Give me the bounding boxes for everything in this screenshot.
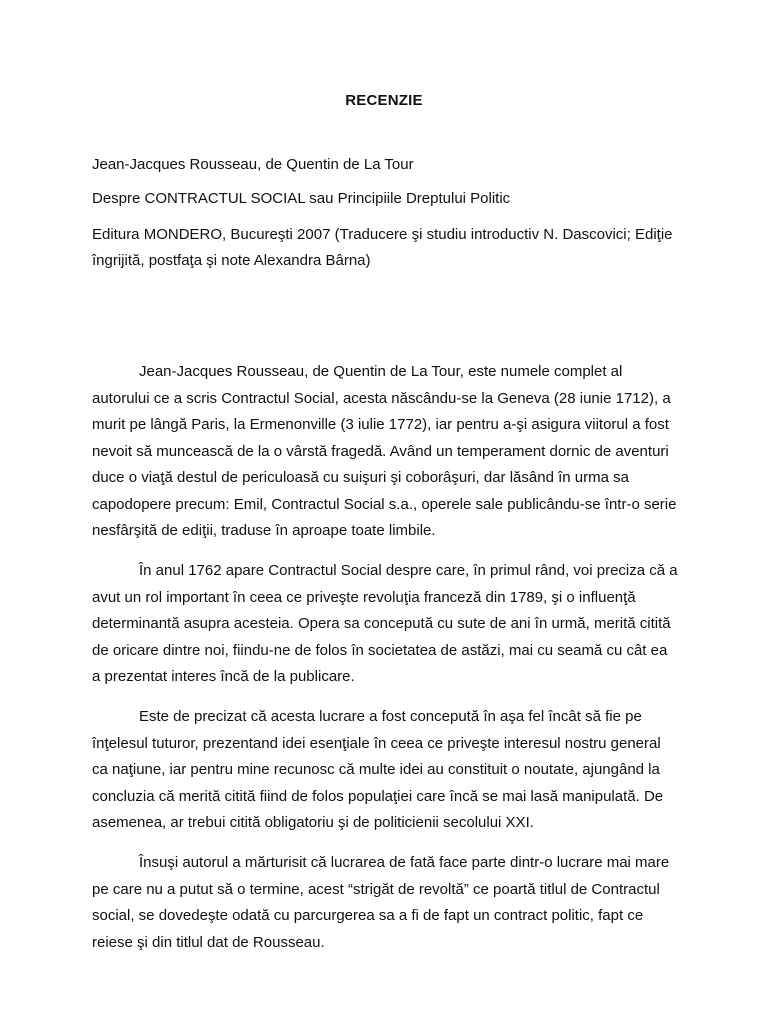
document-title: RECENZIE [345,92,423,109]
book-title-line: Despre CONTRACTUL SOCIAL sau Principiile Dreptului Politic [92,190,511,207]
publication-details: Editura MONDERO, Bucureşti 2007 (Traducere şi studiu introductiv N. Dascovici; Ediţie îngrijită, postfaţa şi note Alexandra Bârna) [92,226,673,269]
paragraph-4: Însuşi autorul a mărturisit că lucrarea de fată face parte dintr-o lucrare mai mare pe care nu a putut să o termine, acest “strigăt de revoltă” ce poartă titlul de Contractul social, se dovedeşte odată cu parcurgerea sa a fi de fapt un contract politic, fapt ce reiese şi din titlul dat de Rousseau. [92,854,670,951]
review-subject-line: Jean-Jacques Rousseau, de Quentin de La Tour [92,156,414,173]
paragraph-3: Este de precizat că acesta lucrare a fost concepută în aşa fel încât să fie pe înţelesul tuturor, prezentand idei esenţiale în ceea ce priveşte interesul nostru general ca naţiune, iar pentru mine recunosc că multe idei au constituit o noutate, ajungând la concluzia că merită citită fiind de folos populaţiei care încă se mai lasă manipulată. De asemenea, ar trebui citită obligatoriu şi de politicienii secolului XXI. [92,708,664,831]
paragraph-2: În anul 1762 apare Contractul Social despre care, în primul rând, voi preciza că a avut un rol important în ceea ce priveşte revoluţia franceză din 1789, şi o influenţă determinantă asupra acesteia. Opera sa concepută cu sute de ani în urmă, merită citită de oricare dintre noi, fiindu-ne de folos în societatea de astăzi, mai cu seamă cu cât ea a prezentat interes încă de la publicare. [92,562,678,685]
paragraph-1: Jean-Jacques Rousseau, de Quentin de La Tour, este numele complet al autorului ce a scris Contractul Social, acesta născându-se la Geneva (28 iunie 1712), a murit pe lângă Paris, la Ermenonville (3 iulie 1772), iar pentru a-şi asigura viitorul a fost nevoit să muncească de la o vârstă fragedă. Având un temperament dornic de aventuri duce o viaţă destul de periculoasă cu suişuri şi coborâşuri, dar lăsând în urma sa capodopere precum: Emil, Contractul Social s.a., operele sale publicându-se într-o serie nesfârşită de ediţii, traduse în aproape toate limbile. [92,363,677,539]
